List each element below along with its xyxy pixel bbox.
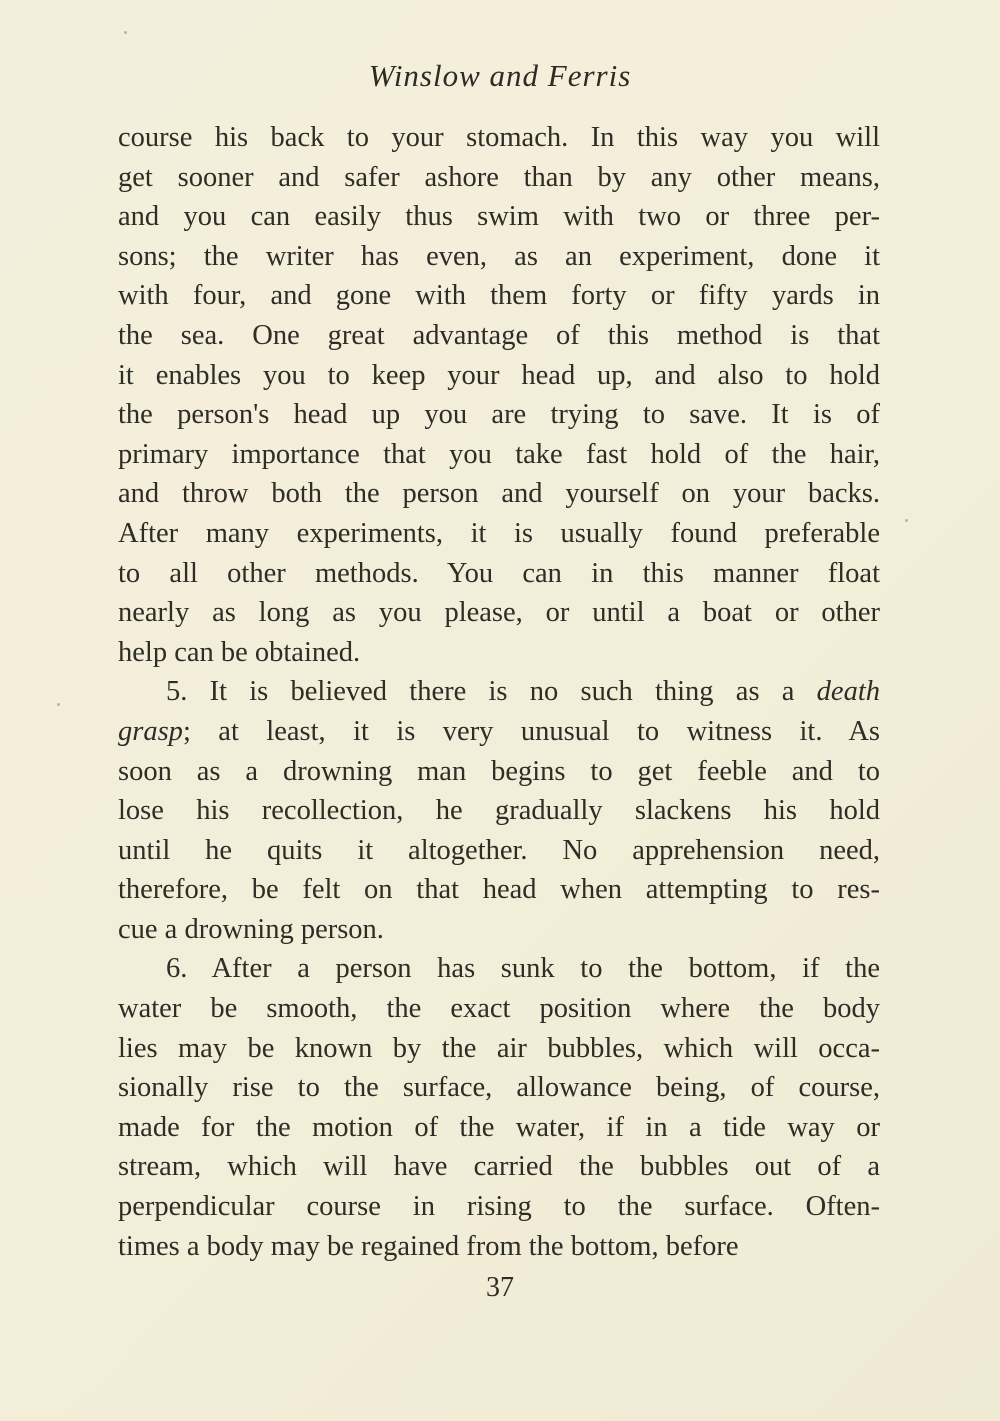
paragraph <box>118 118 880 672</box>
text-line: primary importance that you take fast hold of the hair, <box>118 438 880 470</box>
text-line: and you can easily thus swim with two or three per- <box>118 201 880 233</box>
text-line: sionally rise to the surface, allowance being, of course, <box>118 1072 880 1104</box>
text-line: grasp; at least, it is very unusual to witness it. As <box>118 715 880 747</box>
text-line: 5. It is believed there is no such thing as a death <box>166 676 880 708</box>
text-line: made for the motion of the water, if in a tide way or <box>118 1111 880 1143</box>
text-line: with four, and gone with them forty or fifty yards in <box>118 280 880 312</box>
paragraph <box>118 672 880 949</box>
page-number: 37 <box>486 1272 514 1303</box>
scan-speck <box>57 703 60 706</box>
paragraph <box>118 949 880 1266</box>
text-line: After many experiments, it is usually found preferable <box>118 517 880 549</box>
scan-speck <box>905 519 908 522</box>
text-line: stream, which will have carried the bubbles out of a <box>118 1151 880 1183</box>
text-line: lies may be known by the air bubbles, which will occa- <box>118 1032 880 1064</box>
text-line: therefore, be felt on that head when attempting to res- <box>118 874 880 906</box>
text-line: it enables you to keep your head up, and also to hold <box>118 359 880 391</box>
text-line: lose his recollection, he gradually slackens his hold <box>118 795 880 827</box>
text-line: help can be obtained. <box>118 636 361 668</box>
text-line: times a body may be regained from the bottom, before <box>118 1230 739 1262</box>
text-line: to all other methods. You can in this manner float <box>118 557 880 589</box>
text-line: nearly as long as you please, or until a boat or other <box>118 597 880 629</box>
text-line: until he quits it altogether. No apprehension need, <box>118 834 880 866</box>
text-line: course his back to your stomach. In this way you will <box>118 122 880 153</box>
text-line: soon as a drowning man begins to get feeble and to <box>118 755 880 787</box>
text-line: the person's head up you are trying to save. It is of <box>118 399 880 431</box>
text-line: perpendicular course in rising to the surface. Often- <box>118 1191 880 1223</box>
body-text <box>118 118 880 1266</box>
text-line: water be smooth, the exact position where the body <box>118 993 880 1025</box>
text-line: cue a drowning person. <box>118 913 384 945</box>
text-line: sons; the writer has even, as an experiment, done it <box>118 240 880 272</box>
text-line: get sooner and safer ashore than by any other means, <box>118 161 880 193</box>
text-line: and throw both the person and yourself on your backs. <box>118 478 880 510</box>
running-header: Winslow and Ferris <box>368 58 632 93</box>
text-line: 6. After a person has sunk to the bottom, if the <box>166 953 880 985</box>
text-line: the sea. One great advantage of this method is that <box>118 319 880 351</box>
scan-speck <box>124 31 127 34</box>
